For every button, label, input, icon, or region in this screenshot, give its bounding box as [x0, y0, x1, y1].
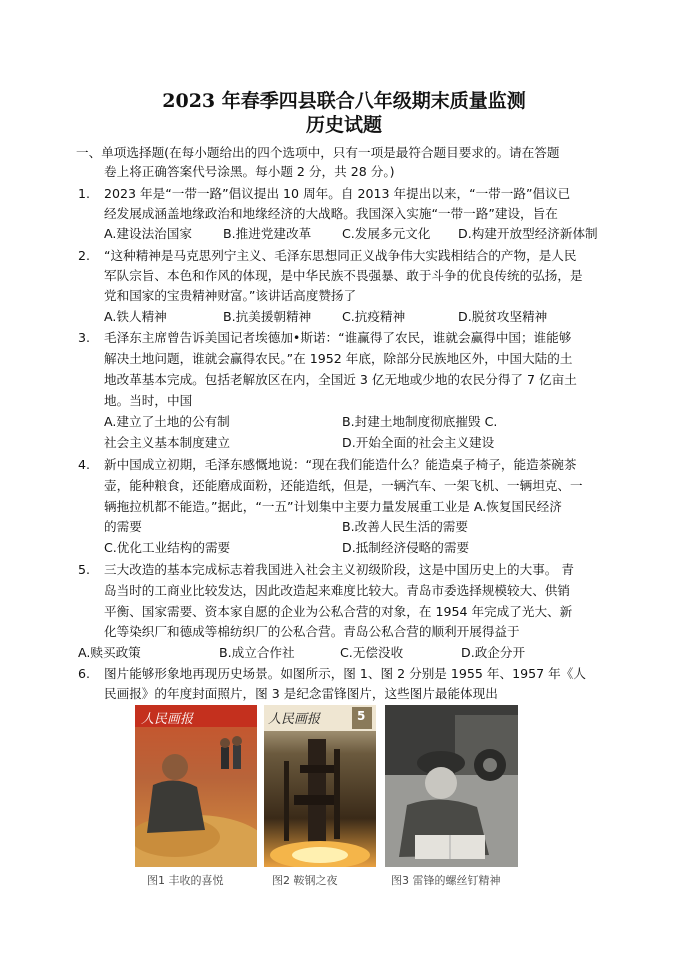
- question-5-line: 三大改造的基本完成标志着我国进入社会主义初级阶段，这是中国历史上的大事。 青: [104, 562, 574, 577]
- question-3-option-b: B.封建土地制度彻底摧毁 C.: [342, 414, 498, 429]
- question-4-option-c: C.优化工业结构的需要: [104, 540, 231, 555]
- exam-title: 2023 年春季四县联合八年级期末质量监测: [162, 90, 526, 112]
- question-2-option-a: A.铁人精神: [104, 309, 167, 324]
- question-5-option-b: B.成立合作社: [219, 645, 295, 660]
- question-4-line: 新中国成立初期，毛泽东感慨地说：“现在我们能造什么？能造桌子椅子，能造茶碗茶: [104, 457, 577, 472]
- question-2-option-c: C.抗疫精神: [342, 309, 406, 324]
- question-3-line: 解决土地问题，谁就会赢得农民。”在 1952 年底，除部分民族地区外，中国大陆的土: [104, 351, 573, 366]
- question-4-option-d: D.抵制经济侵略的需要: [342, 540, 470, 555]
- question-1-option-b: B.推进党建改革: [223, 226, 312, 241]
- question-2-number: 2.: [78, 248, 91, 263]
- question-6-line: 民画报》的年度封面照片，图 3 是纪念雷锋图片，这些图片最能体现出: [104, 686, 498, 701]
- question-2-line: 党和国家的宝贵精神财富。”该讲话高度赞扬了: [104, 288, 357, 303]
- question-4-line: 壶，能种粮食，还能磨成面粉，还能造纸，但是，一辆汽车、一架飞机、一辆坦克、一: [104, 478, 583, 493]
- question-2-line: “这种精神是马克思列宁主义、毛泽东思想同正义战争伟大实践相结合的产物，是人民: [104, 248, 577, 263]
- figure-3-caption: 图3 雷锋的螺丝钉精神: [391, 874, 501, 887]
- question-1-number: 1.: [78, 186, 91, 201]
- question-1-option-d: D.构建开放型经济新体制: [458, 226, 598, 241]
- question-2-option-b: B.抗美援朝精神: [223, 309, 312, 324]
- question-3-option-a: A.建立了土地的公有制: [104, 414, 230, 429]
- figure-2-photo: [264, 705, 376, 867]
- question-6-line: 图片能够形象地再现历史场景。如图所示，图 1、图 2 分别是 1955 年、1957 年《人: [104, 666, 586, 681]
- question-1-line: 经发展成涵盖地缘政治和地缘经济的大战略。我国深入实施“一带一路”建设，旨在: [104, 206, 558, 221]
- figure-3-photo: [385, 705, 518, 867]
- question-5-option-a: A.赎买政策: [78, 645, 141, 660]
- question-5-option-c: C.无偿没收: [340, 645, 404, 660]
- figure-2-masthead: 人民画报: [268, 712, 321, 727]
- question-1-line: 2023 年是“一带一路”倡议提出 10 周年。自 2013 年提出以来，“一带一路”倡议已: [104, 186, 571, 201]
- figure-1-caption: 图1 丰收的喜悦: [147, 874, 224, 887]
- figure-2-issue-number: 5: [357, 709, 366, 723]
- question-4-number: 4.: [78, 457, 91, 472]
- question-3-line: 地。当时，中国: [104, 393, 193, 408]
- lei-feng-photo-illustration: [385, 705, 518, 867]
- figure-1-photo: [135, 705, 257, 867]
- question-3-option-c: 社会主义基本制度建立: [104, 435, 230, 450]
- question-3-option-d: D.开始全面的社会主义建设: [342, 435, 495, 450]
- question-3-number: 3.: [78, 330, 91, 345]
- figure-2-caption: 图2 鞍钢之夜: [272, 874, 338, 887]
- section-instruction-line1: 一、单项选择题(在每小题给出的四个选项中，只有一项是最符合题目要求的。请在答题: [76, 145, 560, 160]
- question-3-line: 地改革基本完成。包括老解放区在内，全国近 3 亿无地或少地的农民分得了 7 亿亩土: [104, 372, 577, 387]
- question-4-option-b: B.改善人民生活的需要: [342, 519, 468, 534]
- question-2-line: 军队宗旨、本色和作风的体现，是中华民族不畏强暴、敢于斗争的优良传统的弘扬，是: [104, 268, 583, 283]
- question-3-line: 毛泽东主席曾告诉美国记者埃德加•斯诺：“谁赢得了农民，谁就会赢得中国；谁能够: [104, 330, 572, 345]
- question-5-line: 化等染织厂和德成等棉纺织厂的公私合营。青岛公私合营的顺利开展得益于: [104, 624, 520, 639]
- section-instruction-line2: 卷上将正确答案代号涂黑。每小题 2 分，共 28 分。): [104, 164, 395, 179]
- question-5-number: 5.: [78, 562, 91, 577]
- question-6-number: 6.: [78, 666, 91, 681]
- question-1-option-c: C.发展多元文化: [342, 226, 431, 241]
- question-5-line: 岛当时的工商业比较发达，因此改造起来难度比较大。青岛市委选择规模较大、供销: [104, 583, 570, 598]
- exam-subtitle: 历史试题: [305, 114, 382, 136]
- figure-1-masthead: 人民画报: [141, 712, 194, 727]
- question-5-option-d: D.政企分开: [461, 645, 526, 660]
- question-2-option-d: D.脱贫攻坚精神: [458, 309, 548, 324]
- question-5-line: 平衡、国家需要、资本家自愿的企业为公私合营的对象，在 1954 年完成了光大、新: [104, 604, 573, 619]
- question-4-line: 辆拖拉机都不能造。”据此，“一五”计划集中主要力量发展重工业是 A.恢复国民经济: [104, 499, 562, 514]
- steelworks-photo-illustration: [264, 705, 376, 867]
- harvest-photo-illustration: [135, 705, 257, 867]
- question-1-option-a: A.建设法治国家: [104, 226, 192, 241]
- question-4-line: 的需要: [104, 519, 142, 534]
